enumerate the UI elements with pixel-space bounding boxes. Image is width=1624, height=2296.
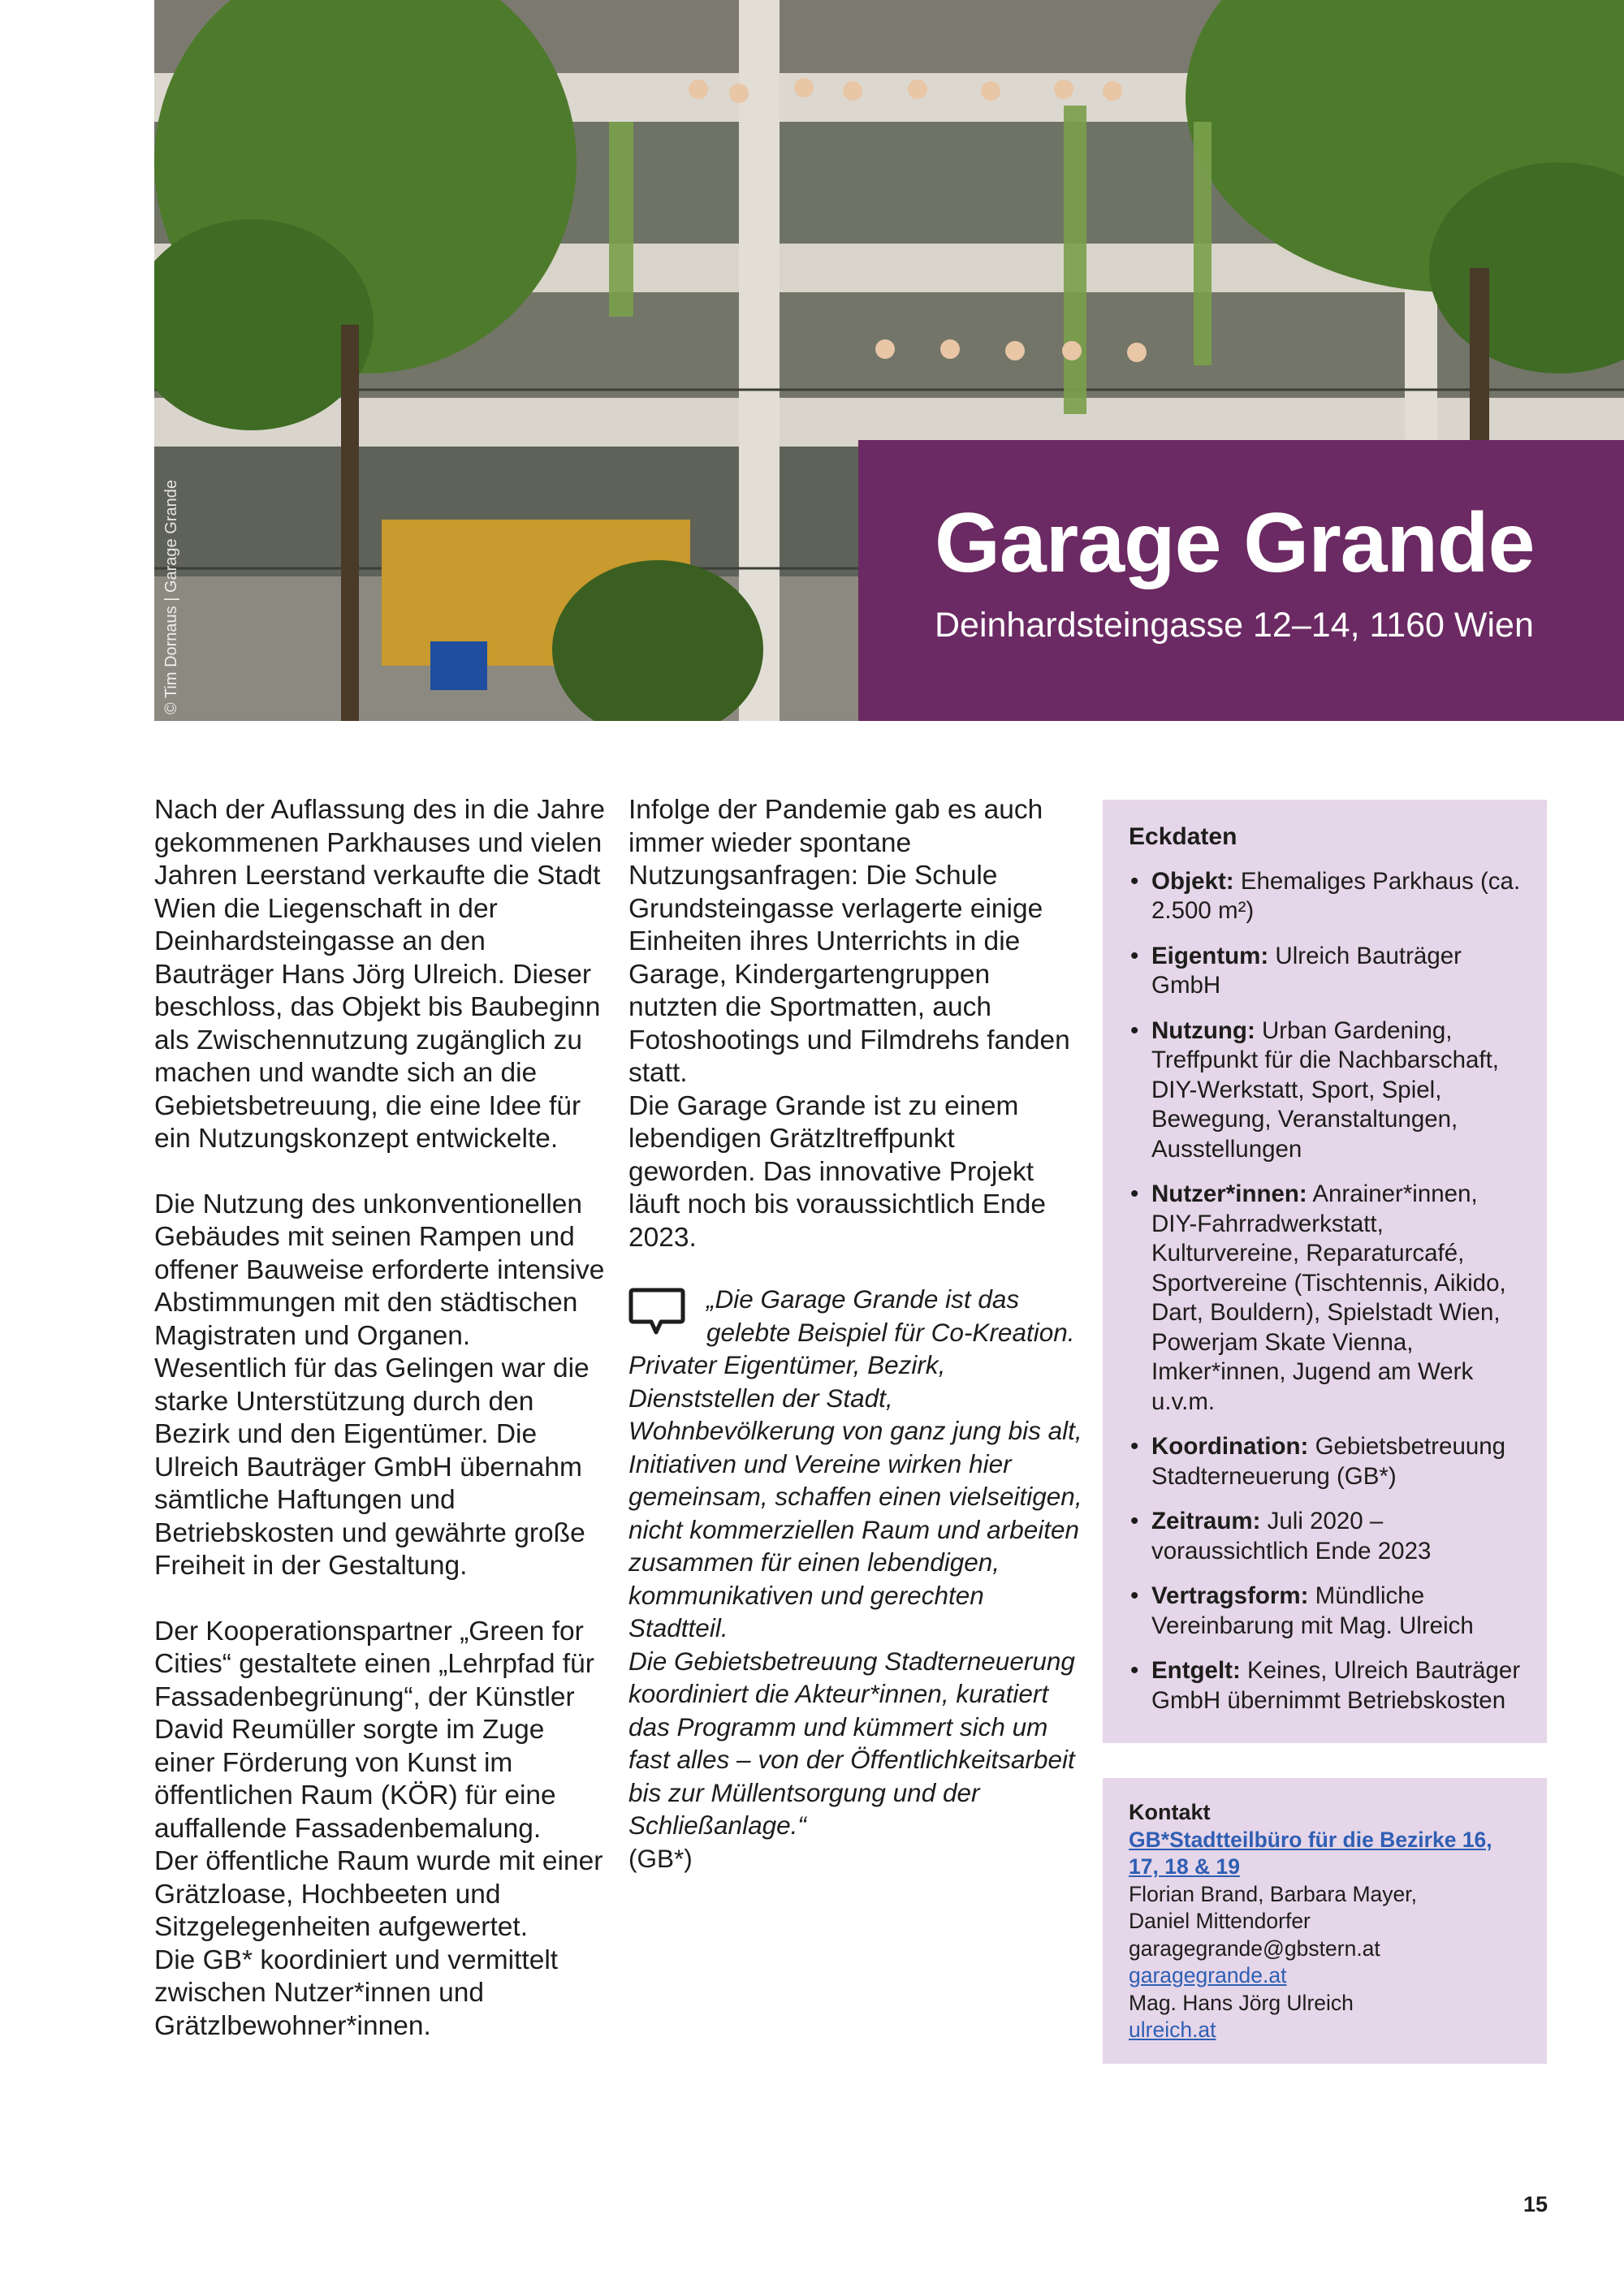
quote-text: Die Gebietsbetreuung Stadterneuerung koordiniert die Akteur*innen, kuratiert das Programm und kümmert sich um fast alles – von der Öffentlichkeitsarbeit bis zur Müllentsorgung und der Schließanlage.“ bbox=[628, 1646, 1075, 1840]
fact-value: Ehemaliges Parkhaus (ca. 2.500 m²) bbox=[1151, 867, 1521, 924]
fact-value: Gebietsbetreuung Stadterneuerung (GB*) bbox=[1151, 1433, 1506, 1490]
speech-bubble-icon bbox=[628, 1287, 685, 1337]
fact-label: Entgelt: bbox=[1151, 1657, 1241, 1684]
fact-value: Mündliche Vereinbarung mit Mag. Ulreich bbox=[1151, 1582, 1474, 1639]
fact-label: Nutzer*innen: bbox=[1151, 1180, 1307, 1207]
contact-names: Florian Brand, Barbara Mayer, bbox=[1129, 1881, 1417, 1906]
quote-block bbox=[628, 1283, 1083, 1875]
quote-opening: „Die Garage Grande ist das gelebte Beispiel für Co-Kreation. bbox=[706, 1284, 1075, 1347]
fact-value: Anrainer*innen, DIY-Fahrradwerkstatt, Kulturvereine, Reparaturcafé, Sportvereine (Tischtennis, Aikido, Dart, Bouldern), Spielstadt Wien, Powerjam Skate Vienna, Imker*innen, Jugend am Werk u.v.m. bbox=[1151, 1180, 1506, 1415]
quote-text: Privater Eigentümer, Bezirk, Dienststellen der Stadt, Wohnbevölkerung von ganz jung bis alt, Initiativen und Vereine wirken hier gemeinsam, schaffen einen vielseitigen, nicht kommerziellen Raum und arbeiten zusammen für einen lebendigen, kommunikativen und gerechten Stadtteil. bbox=[628, 1350, 1082, 1642]
quote-source: (GB*) bbox=[628, 1843, 693, 1873]
website-link[interactable]: garagegrande.at bbox=[1129, 1963, 1287, 1987]
list-item bbox=[1129, 867, 1524, 926]
paragraph: Infolge der Pandemie gab es auch immer wieder spontane Nutzungsanfragen: Die Schule Grundsteingasse verlagerte einige Einheiten ihres Unterrichts in die Garage, Kindergartengruppen nutzten die Sportmatten, auch Fotoshootings und Filmdrehs fanden statt. bbox=[628, 795, 1070, 1088]
contact-email: garagegrande@gbstern.at bbox=[1129, 1936, 1380, 1961]
page-number: 15 bbox=[1523, 2192, 1548, 2216]
list-item bbox=[1129, 942, 1524, 1001]
list-item bbox=[1129, 1016, 1524, 1165]
paragraph: Die Nutzung des unkonventionellen Gebäudes mit seinen Rampen und offener Bauweise erforderte intensive Abstimmungen mit den städtischen Magistraten und Organen. Wesentlich für das Gelingen war die starke Unterstützung durch den Bezirk und den Eigentümer. Die Ulreich Bauträger GmbH übernahm sämtliche Haftungen und Betriebskosten und gewährte große Freiheit in der Gestaltung. bbox=[154, 1189, 605, 1581]
fact-value: Juli 2020 – voraussichtlich Ende 2023 bbox=[1151, 1508, 1432, 1564]
paragraph: Der Kooperationspartner „Green for Cities“ gestaltete einen „Lehrpfad für Fassadenbegrünung“, der Künstler David Reumüller sorgte im Zuge einer Förderung von Kunst im öffentlichen Raum (KÖR) für eine auffallende Fassadenbemalung. bbox=[154, 1616, 594, 1844]
fact-label: Eigentum: bbox=[1151, 942, 1269, 969]
paragraph: Die GB* koordiniert und vermittelt zwischen Nutzer*innen und Grätzlbewohner*innen. bbox=[154, 1944, 559, 2041]
paragraph: Nach der Auflassung des in die Jahre gekommenen Parkhauses und vielen Jahren Leerstand verkaufte die Stadt Wien die Liegenschaft in der Deinhardsteingasse an den Bauträger Hans Jörg Ulreich. Dieser beschloss, das Objekt bis Baubeginn als Zwischennutzung zugänglich zu machen und wandte sich an die Gebietsbetreuung, die eine Idee für ein Nutzungskonzept entwickelte. bbox=[154, 795, 605, 1154]
paragraph: Der öffentliche Raum wurde mit einer Grätzloase, Hochbeeten und Sitzgelegenheiten aufgewertet. bbox=[154, 1846, 603, 1942]
list-item bbox=[1129, 1180, 1524, 1417]
facts-list bbox=[1129, 867, 1524, 1716]
list-item bbox=[1129, 1432, 1524, 1491]
list-item bbox=[1129, 1582, 1524, 1641]
photo-credit: © Tim Dornaus | Garage Grande bbox=[162, 480, 180, 714]
fact-label: Objekt: bbox=[1151, 867, 1234, 895]
key-facts-box bbox=[1103, 800, 1547, 1743]
fact-label: Vertragsform: bbox=[1151, 1582, 1309, 1609]
contact-names: Daniel Mittendorfer bbox=[1129, 1909, 1311, 1933]
owner-website-link[interactable]: ulreich.at bbox=[1129, 2018, 1216, 2042]
contact-box bbox=[1103, 1778, 1547, 2064]
fact-value: Urban Gardening, Treffpunkt für die Nachbarschaft, DIY-Werkstatt, Sport, Spiel, Bewegung, Veranstaltungen, Ausstellungen bbox=[1151, 1016, 1499, 1163]
text-column-2 bbox=[628, 794, 1083, 1254]
contact-heading: Kontakt bbox=[1129, 1800, 1211, 1824]
list-item bbox=[1129, 1507, 1524, 1566]
fact-value: Keines, Ulreich Bauträger GmbH übernimmt Betriebskosten bbox=[1151, 1657, 1521, 1714]
fact-label: Zeitraum: bbox=[1151, 1508, 1261, 1534]
title-banner bbox=[858, 440, 1624, 721]
text-column-1 bbox=[154, 794, 609, 2043]
fact-label: Koordination: bbox=[1151, 1433, 1309, 1460]
list-item bbox=[1129, 1656, 1524, 1716]
office-link[interactable]: GB*Stadtteilbüro für die Bezirke 16, 17, 18 & 19 bbox=[1129, 1827, 1492, 1879]
fact-value: Ulreich Bauträger GmbH bbox=[1151, 942, 1462, 999]
owner-name: Mag. Hans Jörg Ulreich bbox=[1129, 1990, 1354, 2015]
facts-heading: Eckdaten bbox=[1129, 823, 1237, 850]
address-subtitle: Deinhardsteingasse 12–14, 1160 Wien bbox=[935, 606, 1534, 645]
fact-label: Nutzung: bbox=[1151, 1016, 1255, 1044]
paragraph: Die Garage Grande ist zu einem lebendigen Grätzltreffpunkt geworden. Das innovative Projekt läuft noch bis voraussichtlich Ende 2023. bbox=[628, 1090, 1046, 1253]
page-title: Garage Grande bbox=[935, 496, 1535, 590]
